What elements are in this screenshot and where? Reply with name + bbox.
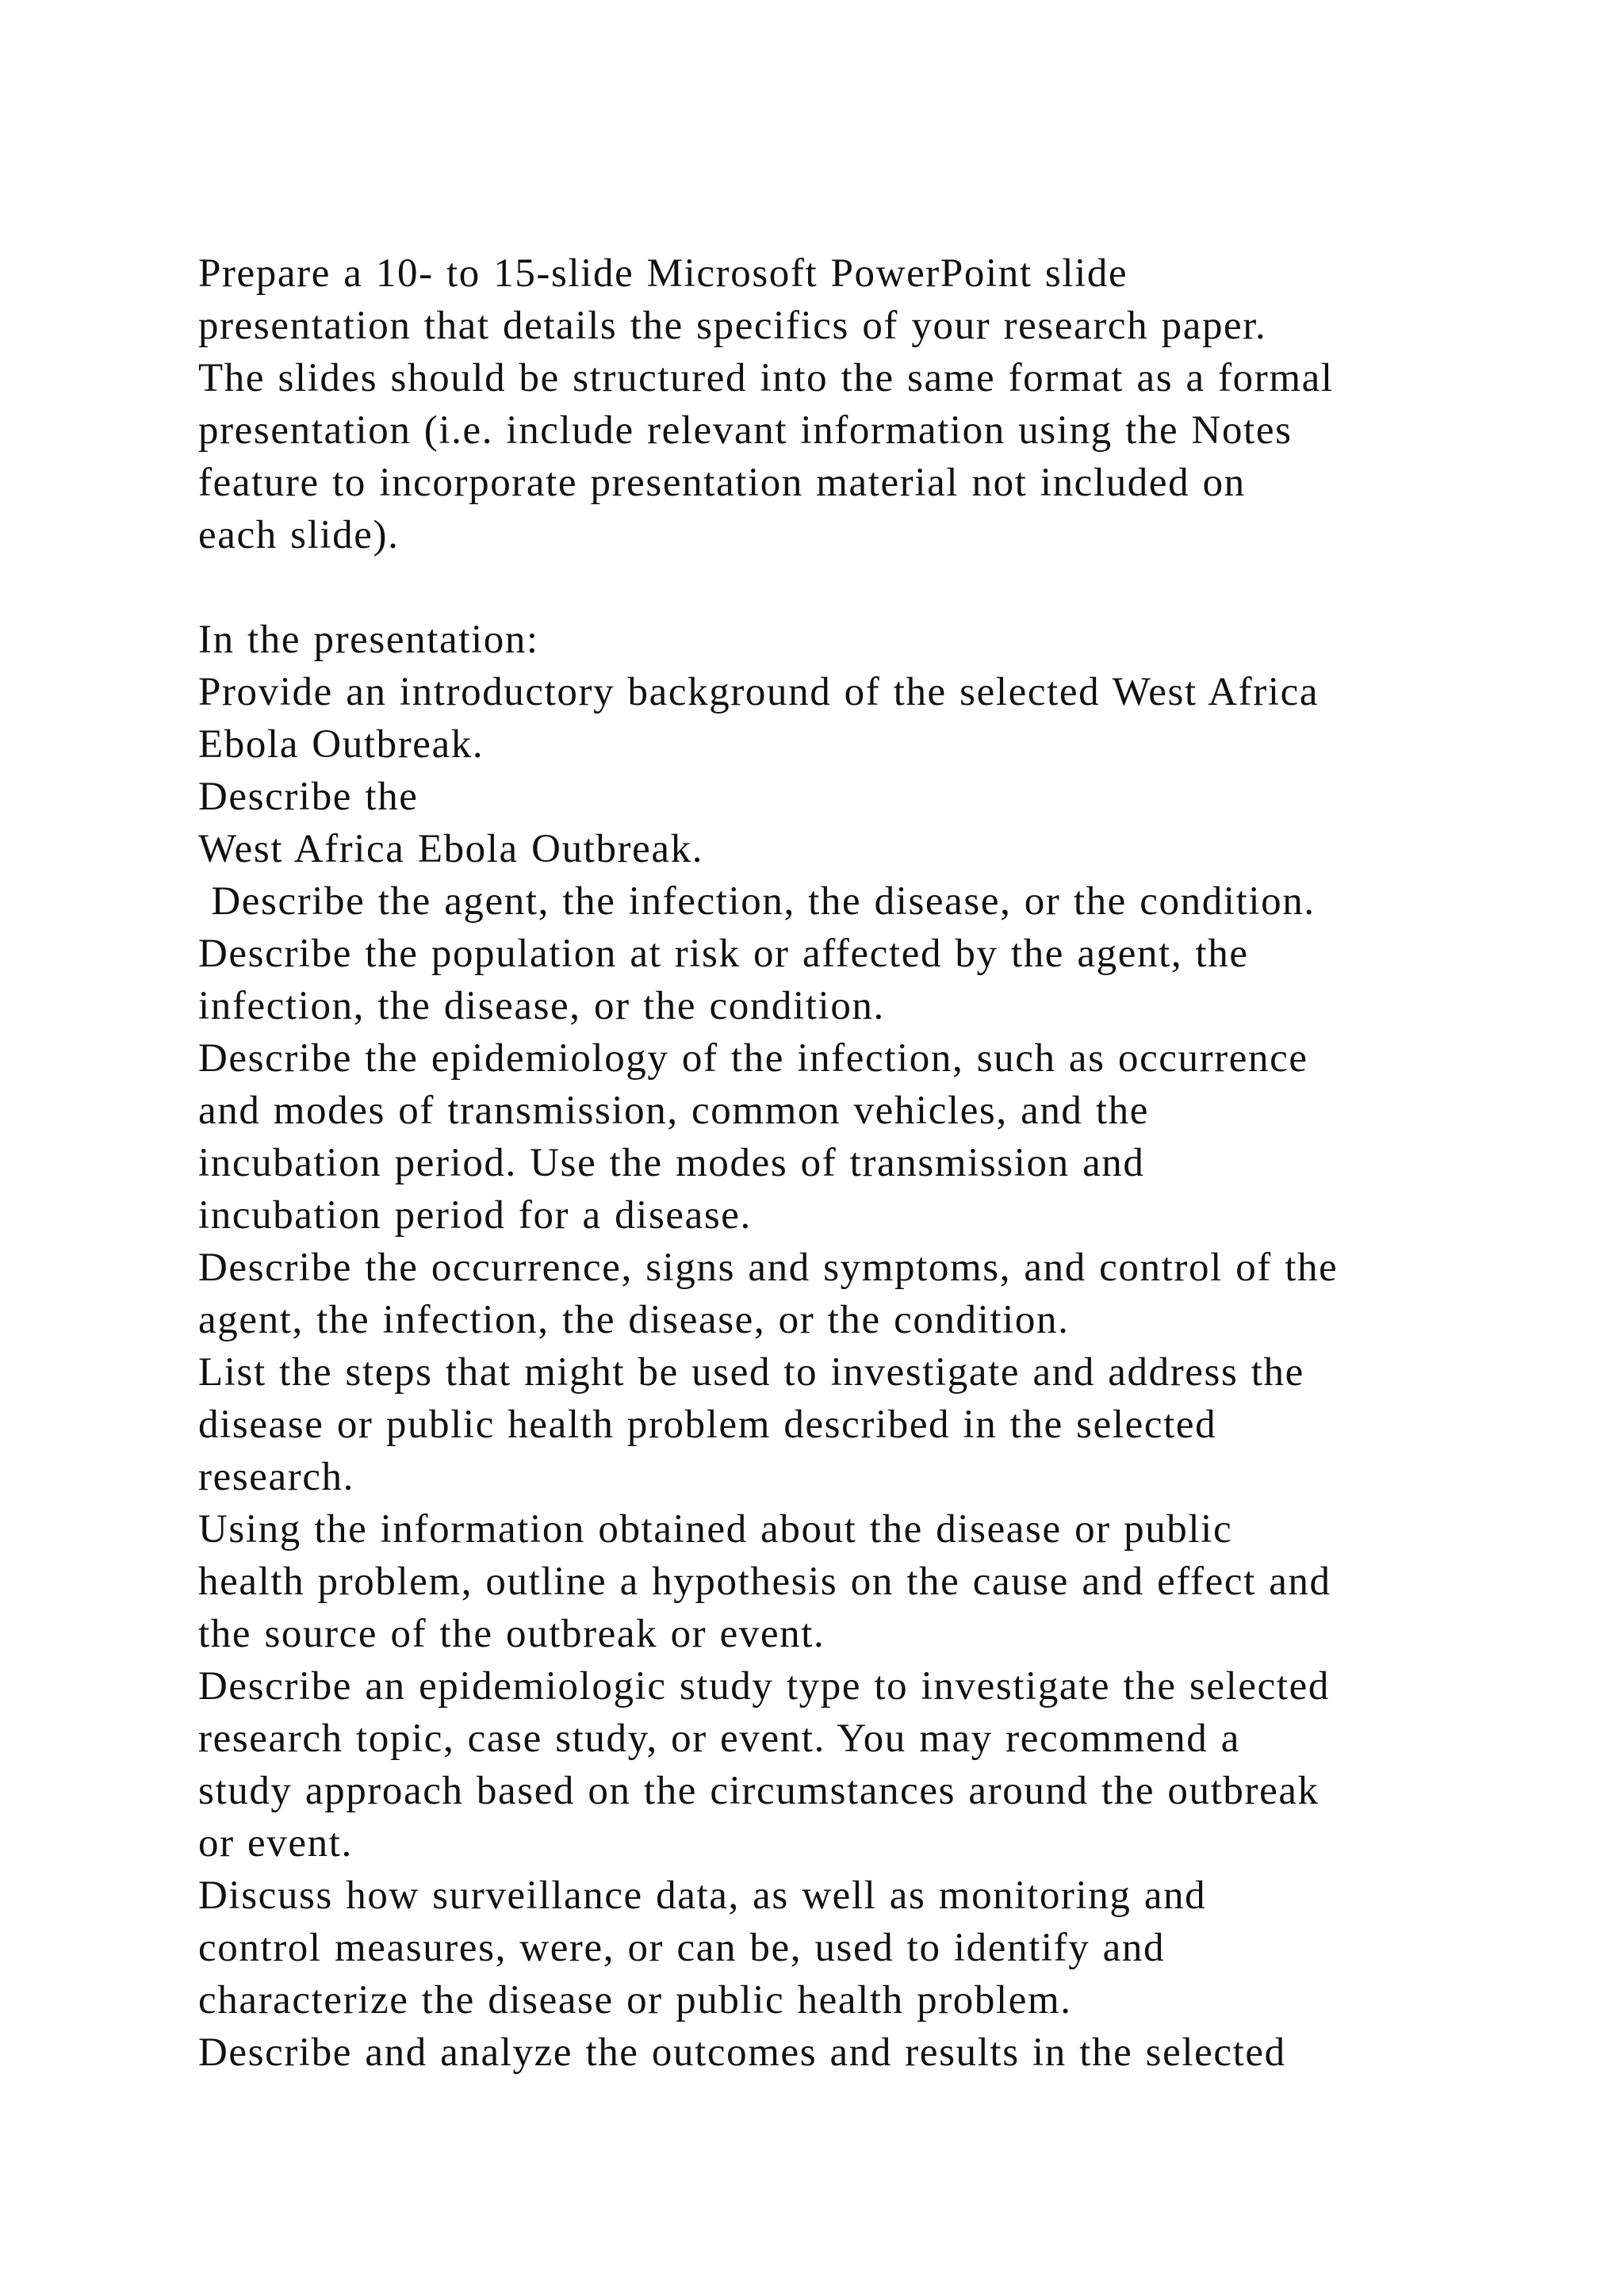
text-line: West Africa Ebola Outbreak. xyxy=(198,827,704,871)
text-line: control measures, were, or can be, used to identify and xyxy=(198,1926,1166,1970)
text-line: feature to incorporate presentation material not included on xyxy=(198,461,1246,505)
text-line: Using the information obtained about the disease or public xyxy=(198,1507,1233,1552)
requirements-list xyxy=(198,614,1507,2079)
text-line: presentation that details the specifics of your research paper. xyxy=(198,304,1267,348)
text-line: characterize the disease or public health problem. xyxy=(198,1978,1072,2022)
text-line: Prepare a 10- to 15-slide Microsoft PowerPoint slide xyxy=(198,251,1128,296)
text-line: each slide). xyxy=(198,513,400,557)
text-line: Describe the agent, the infection, the disease, or the condition. xyxy=(198,879,1316,924)
text-line: Provide an introductory background of the selected West Africa xyxy=(198,670,1320,714)
text-line: disease or public health problem described in the selected xyxy=(198,1402,1217,1447)
text-line: Describe and analyze the outcomes and results in the selected xyxy=(198,2030,1286,2075)
text-line: and modes of transmission, common vehicles, and the xyxy=(198,1089,1149,1133)
text-line: Ebola Outbreak. xyxy=(198,722,485,767)
text-line: Describe the occurrence, signs and symptoms, and control of the xyxy=(198,1246,1339,1290)
text-line: Describe the population at risk or affected by the agent, the xyxy=(198,932,1249,976)
text-line: study approach based on the circumstances around the outbreak xyxy=(198,1769,1320,1813)
text-line: presentation (i.e. include relevant information using the Notes xyxy=(198,408,1293,453)
text-line: health problem, outline a hypothesis on the cause and effect and xyxy=(198,1559,1331,1604)
text-line: or event. xyxy=(198,1821,353,1866)
text-line: Discuss how surveillance data, as well as monitoring and xyxy=(198,1873,1207,1918)
text-line: incubation period for a disease. xyxy=(198,1193,752,1238)
text-line: the source of the outbreak or event. xyxy=(198,1612,825,1656)
text-line: agent, the infection, the disease, or the condition. xyxy=(198,1298,1070,1342)
paragraph-spacer xyxy=(198,561,1507,614)
text-line: Describe an epidemiologic study type to investigate the selected xyxy=(198,1664,1330,1709)
text-line: infection, the disease, or the condition. xyxy=(198,984,885,1028)
text-line: research topic, case study, or event. You may recommend a xyxy=(198,1716,1240,1761)
text-line: Describe the xyxy=(198,775,419,819)
text-line: List the steps that might be used to investigate and address the xyxy=(198,1350,1304,1395)
text-line: research. xyxy=(198,1455,355,1499)
text-line: In the presentation: xyxy=(198,618,539,662)
document-body xyxy=(198,247,1507,2079)
text-line: Describe the epidemiology of the infection, such as occurrence xyxy=(198,1036,1308,1081)
intro-paragraph xyxy=(198,247,1507,561)
text-line: The slides should be structured into the same format as a formal xyxy=(198,356,1334,400)
text-line: incubation period. Use the modes of transmission and xyxy=(198,1141,1145,1185)
